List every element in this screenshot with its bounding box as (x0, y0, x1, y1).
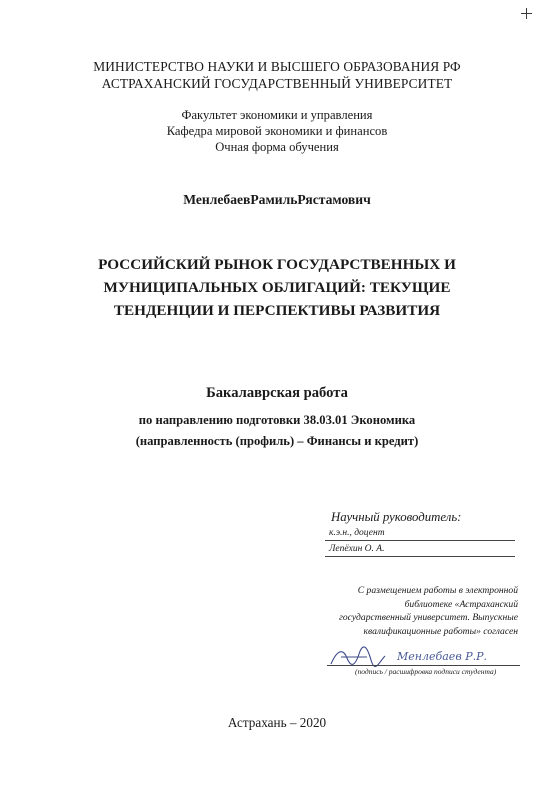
ministry-line: МИНИСТЕРСТВО НАУКИ И ВЫСШЕГО ОБРАЗОВАНИЯ РФ (93, 59, 461, 74)
study-form-line: Очная форма обучения (215, 140, 339, 154)
work-direction-block (0, 410, 554, 452)
title-line-1: РОССИЙСКИЙ РЫНОК ГОСУДАРСТВЕННЫХ И (98, 256, 456, 273)
consent-line-1: С размещением работы в электронной (357, 585, 518, 596)
signature-caption: (подпись / расшифровка подписи студента) (355, 667, 497, 676)
supervisor-label: Научный руководитель: (331, 510, 462, 524)
direction-line: по направлению подготовки 38.03.01 Экономика (138, 413, 416, 427)
faculty-line: Факультет экономики и управления (181, 108, 373, 122)
consent-line-4: квалификационные работы» согласен (363, 625, 518, 637)
signature-line (327, 665, 520, 666)
work-type: Бакалаврская работа (206, 385, 348, 401)
profile-line: (направленность (профиль) – Финансы и кредит) (135, 434, 419, 448)
chair-line: Кафедра мировой экономики и финансов (166, 124, 388, 138)
corner-cross-mark-icon (521, 8, 533, 20)
supervisor-name: Лепёхин О. А. (325, 543, 515, 557)
student-name: МенлебаевРамильРястамович (183, 192, 371, 207)
institution-header (0, 58, 554, 92)
department-block (0, 107, 554, 155)
consent-line-2: библиотеке «Астраханский (404, 598, 518, 610)
library-consent (300, 584, 518, 638)
supervisor-degree: к.э.н., доцент (325, 527, 515, 541)
title-line-2: МУНИЦИПАЛЬНЫХ ОБЛИГАЦИЙ: ТЕКУЩИЕ (103, 279, 451, 296)
supervisor-block (325, 510, 515, 557)
title-line-3: ТЕНДЕНЦИИ И ПЕРСПЕКТИВЫ РАЗВИТИЯ (113, 302, 441, 319)
university-line: АСТРАХАНСКИЙ ГОСУДАРСТВЕННЫЙ УНИВЕРСИТЕТ (101, 76, 453, 91)
thesis-title (0, 253, 554, 322)
handwritten-name: Менлебаев Р.Р. (397, 650, 488, 663)
city-year: Астрахань – 2020 (227, 715, 327, 730)
consent-line-3: государственный университет. Выпускные (339, 612, 518, 623)
